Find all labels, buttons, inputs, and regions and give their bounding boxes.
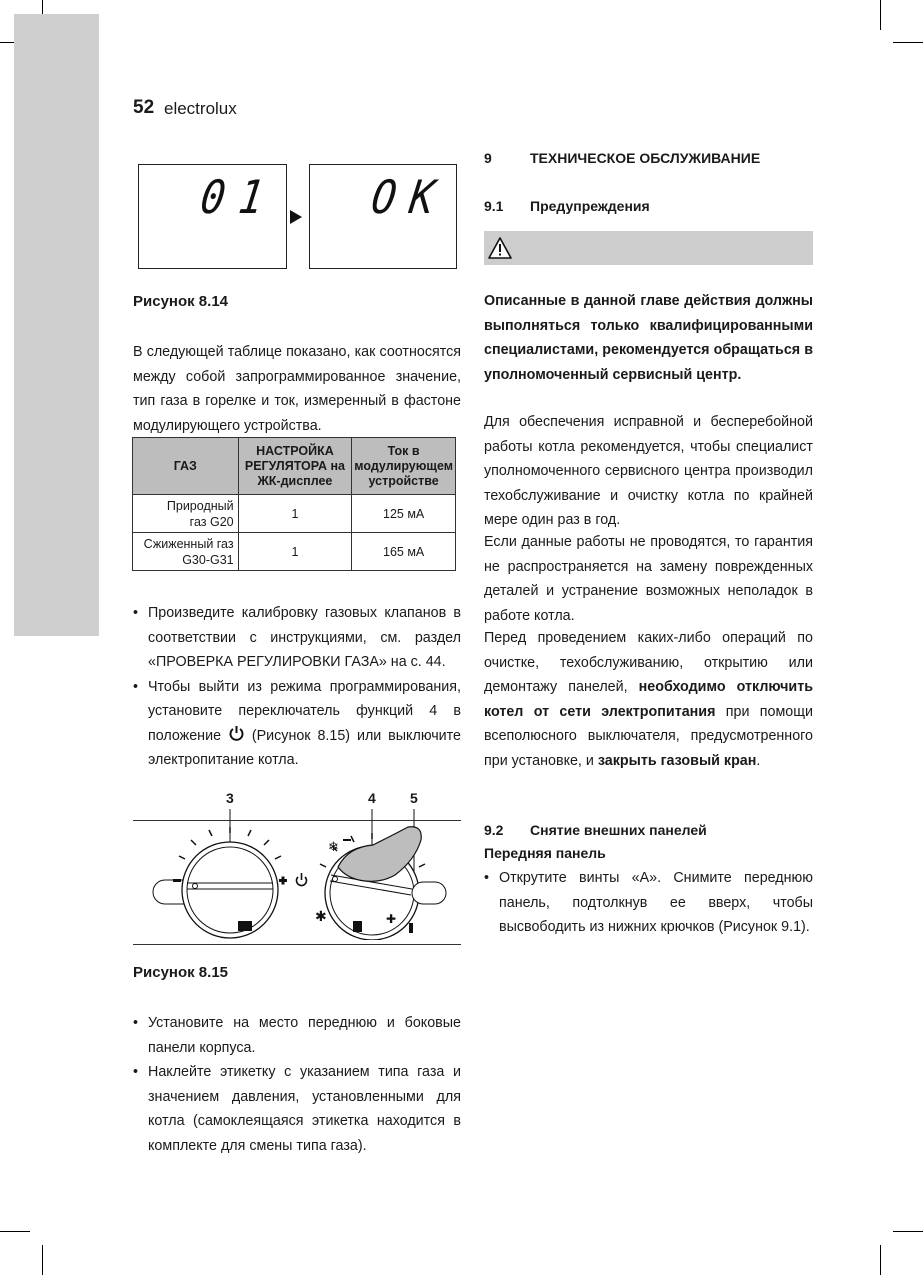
arrow-right-icon (290, 210, 302, 224)
figure-caption: Рисунок 8.14 (133, 293, 229, 310)
table-cell-setting: 1 (238, 495, 352, 533)
callout-3: 3 (226, 790, 234, 806)
instruction-list (133, 1011, 461, 1158)
section-title: ТЕХНИЧЕСКОЕ ОБСЛУЖИВАНИЕ (530, 150, 761, 166)
crop-mark (0, 1231, 30, 1232)
gas-name-line1: Сжиженный газ (143, 536, 234, 551)
warning-text: Описанные в данной главе действия должны выполняться только квалифицированными специалистами, рекомендуется обращаться в уполномоченный сервисный центр. (484, 293, 813, 383)
safety-text-a: Перед проведением каких-либо операций по очистке, техобслуживанию, открытию или демонтажу панелей, (484, 630, 813, 695)
safety-text-e: . (756, 752, 761, 769)
table-header-gas: ГАЗ (133, 438, 239, 495)
callout-5: 5 (410, 790, 418, 806)
list-item: • Чтобы выйти из режима программирования, установите переключатель функций 4 в положение (Рисунок 8.15) или выключите электропитание котла. (133, 678, 461, 768)
instruction-list (133, 601, 461, 773)
list-item-text: Чтобы выйти из режима программирования, установите переключатель функций 4 в положение (148, 678, 461, 744)
figure-bottom-line (133, 944, 461, 945)
gas-name-line2: G30-G31 (182, 552, 234, 567)
warning-icon (488, 237, 512, 259)
lcd-display-right (309, 164, 457, 269)
safety-text-c: при помощи всеполюсного выключателя, предусмотренного при установке, и (484, 703, 813, 769)
subsection-number: 9.1 (484, 198, 504, 214)
table-row (133, 533, 456, 571)
crop-mark (880, 1245, 881, 1275)
safety-text-bold-2: закрыть газовый кран (597, 752, 757, 769)
table-row (133, 495, 456, 533)
safety-paragraph (484, 626, 813, 773)
control-panel-diagram (133, 805, 461, 940)
table-header-setting: НАСТРОЙКА РЕГУЛЯТОРА на ЖК-дисплее (238, 438, 352, 495)
list-item-text-cont: (Рисунок 8.15) или выключите электропитание котла. (148, 727, 461, 768)
subsection-title: Предупреждения (530, 198, 650, 214)
brand-name: electrolux (164, 99, 237, 118)
lcd-left-text: 01 (197, 171, 281, 225)
list-item: • Установите на место переднюю и боковые панели корпуса. (133, 1015, 461, 1056)
svg-text:✱: ✱ (315, 909, 327, 925)
list-item: • Произведите калибровку газовых клапанов в соответствии с инструкциями, см. раздел «ПРОВЕРКА РЕГУЛИРОВКИ ГАЗА» на с. 44. (133, 605, 461, 670)
crop-mark (880, 0, 881, 30)
gas-name-line2: газ G20 (189, 514, 234, 529)
list-item: • Открутите винты «А». Снимите переднюю панель, подтолкнув ее вверх, чтобы высвободить из нижних крючков (Рисунок 9.1). (484, 870, 813, 935)
section-number: 9 (484, 150, 492, 166)
maintenance-paragraph: Для обеспечения исправной и бесперебойной работы котла рекомендуется, чтобы специалист уполномоченного сервисного центра производил техобслуживание и очистку котла по крайней мере один раз в год. (484, 414, 813, 528)
gas-name-line1: Природный (166, 498, 234, 513)
subheading: Передняя панель (484, 845, 606, 861)
svg-text:❄: ❄ (328, 840, 339, 855)
crop-mark (893, 1231, 923, 1232)
table-cell-current: 125 мА (352, 495, 456, 533)
figure-caption: Рисунок 8.15 (133, 964, 229, 981)
page-number: 52 (133, 97, 155, 118)
power-icon (228, 725, 245, 742)
crop-mark (893, 42, 923, 43)
instruction-list (484, 866, 813, 940)
table-cell-gas (133, 495, 239, 533)
table-cell-current: 165 мА (352, 533, 456, 571)
lcd-right-text: OK (368, 171, 452, 225)
callout-4: 4 (368, 790, 376, 806)
list-item-text: Открутите винты «А». Снимите переднюю панель, подтолкнув ее вверх, чтобы высвободить из нижних крючков (Рисунок 9.1). (499, 870, 813, 935)
warning-bar (484, 231, 813, 265)
subsection-title: Снятие внешних панелей (530, 822, 707, 838)
table-cell-setting: 1 (238, 533, 352, 571)
list-item-text: Наклейте этикетку с указанием типа газа и значением давления, установленными для котла (самоклеящаяся этикетка находится в комплекте для смены типа газа). (148, 1064, 461, 1154)
side-tab (14, 14, 99, 636)
list-item-text: Установите на место переднюю и боковые панели корпуса. (148, 1015, 461, 1056)
gas-table (132, 437, 456, 571)
warranty-paragraph: Если данные работы не проводятся, то гарантия не распространяется на замену поврежденных деталей и устранение возможных неполадок в работе котла. (484, 534, 813, 624)
intro-paragraph: В следующей таблице показано, как соотносятся между собой запрограммированное значение, тип газа в горелке и ток, измеренный в фастоне модулирующего устройства. (133, 344, 461, 434)
lcd-display-left (138, 164, 287, 269)
table-header-row (133, 438, 456, 495)
svg-text:✚: ✚ (386, 912, 397, 926)
list-item: • Наклейте этикетку с указанием типа газа и значением давления, установленными для котла (самоклеящаяся этикетка находится в комплекте для смены типа газа). (133, 1064, 461, 1154)
subsection-number: 9.2 (484, 822, 504, 838)
safety-text-bold-1: необходимо отключить котел от сети электропитания (484, 679, 813, 720)
list-item-text: Произведите калибровку газовых клапанов в соответствии с инструкциями, см. раздел «ПРОВЕРКА РЕГУЛИРОВКИ ГАЗА» на с. 44. (148, 605, 461, 670)
crop-mark (42, 1245, 43, 1275)
table-cell-gas (133, 533, 239, 571)
table-header-current: Ток в модулирующем устройстве (352, 438, 456, 495)
